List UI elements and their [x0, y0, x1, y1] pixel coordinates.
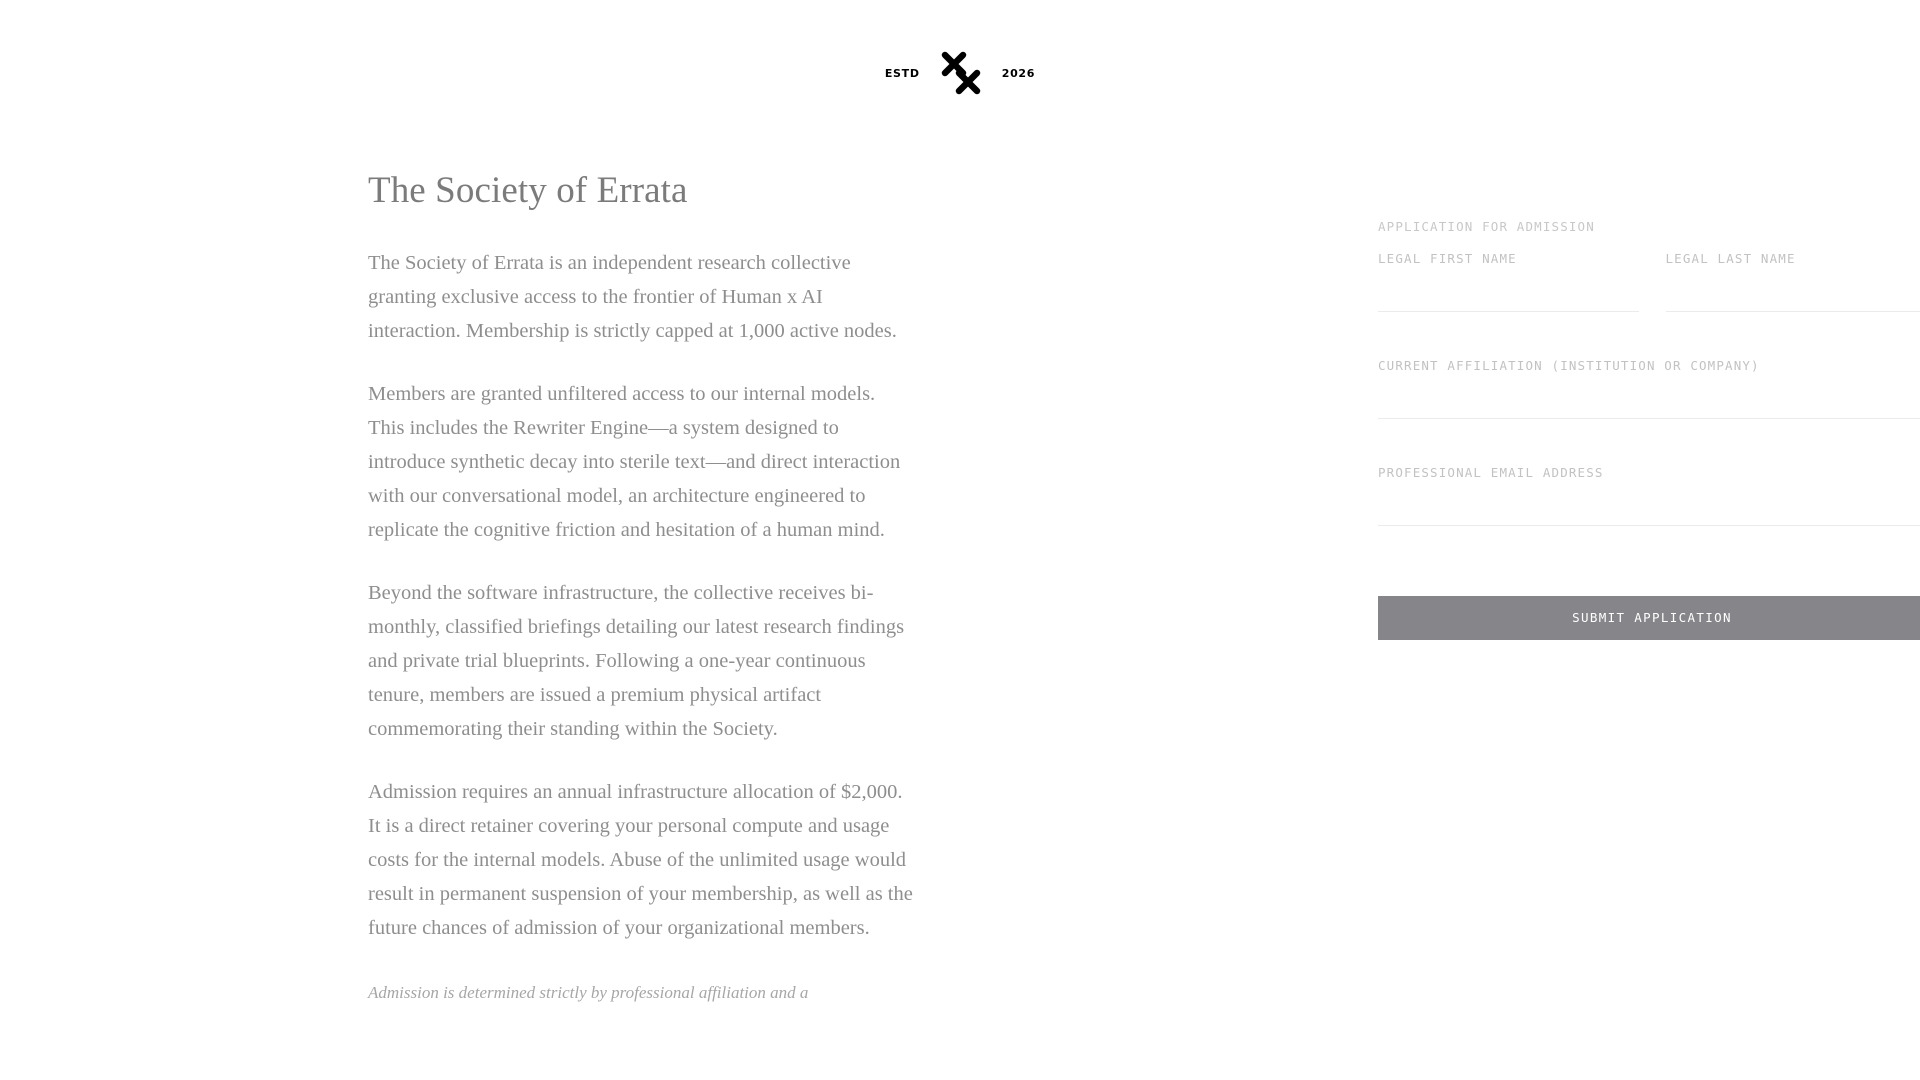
site-logo[interactable]	[938, 46, 984, 100]
first-name-field	[1378, 250, 1639, 312]
masthead	[0, 0, 1920, 170]
last-name-input[interactable]	[1666, 268, 1920, 312]
email-label: PROFESSIONAL EMAIL ADDRESS	[1378, 465, 1604, 480]
first-name-label: LEGAL FIRST NAME	[1378, 251, 1517, 266]
last-name-label: LEGAL LAST NAME	[1665, 251, 1796, 266]
masthead-inner	[885, 46, 1035, 100]
page-content	[0, 170, 1920, 1008]
form-heading: APPLICATION FOR ADMISSION	[1378, 219, 1595, 234]
about-paragraph: Beyond the software infrastructure, the collective receives bi-monthly, classified briefings detailing our latest research findings and private trial blueprints. Following a one-year continuous tenure, members are issued a premium physical artifact commemorating their standing within the Society.	[368, 581, 905, 740]
name-fields-row	[1378, 250, 1920, 312]
affiliation-label: CURRENT AFFILIATION (INSTITUTION OR COMPANY)	[1378, 358, 1760, 373]
first-name-input[interactable]	[1378, 268, 1639, 312]
last-name-field	[1666, 250, 1920, 312]
admission-note: Admission is determined strictly by professional affiliation and a	[368, 982, 809, 1002]
about-column	[368, 170, 913, 1008]
email-field	[1378, 464, 1920, 526]
page-title: The Society of Errata	[368, 170, 688, 211]
about-paragraph: Members are granted unfiltered access to our internal models. This includes the Rewriter Engine—a system designed to introduce synthetic decay into sterile text—and direct interaction with our conversational model, an architecture engineered to replicate the cognitive friction and hesitation of a human mind.	[368, 382, 901, 541]
submit-application-button[interactable]: SUBMIT APPLICATION	[1378, 596, 1920, 640]
affiliation-field	[1378, 357, 1920, 419]
established-label: ESTD	[884, 66, 920, 80]
about-paragraph: The Society of Errata is an independent research collective granting exclusive access to the frontier of Human x AI interaction. Membership is strictly capped at 1,000 active nodes.	[368, 251, 897, 342]
established-year: 2026	[1001, 66, 1036, 80]
about-paragraph: Admission requires an annual infrastructure allocation of $2,000. It is a direct retainer covering your personal compute and usage costs for the internal models. Abuse of the unlimited usage would result in permanent suspension of your membership, as well as the future chances of admission of your organizational members.	[368, 780, 913, 939]
application-form	[1378, 170, 1920, 640]
about-body	[368, 246, 913, 945]
double-x-mark-icon	[938, 46, 984, 100]
email-input[interactable]	[1378, 482, 1920, 526]
affiliation-input[interactable]	[1378, 375, 1920, 419]
